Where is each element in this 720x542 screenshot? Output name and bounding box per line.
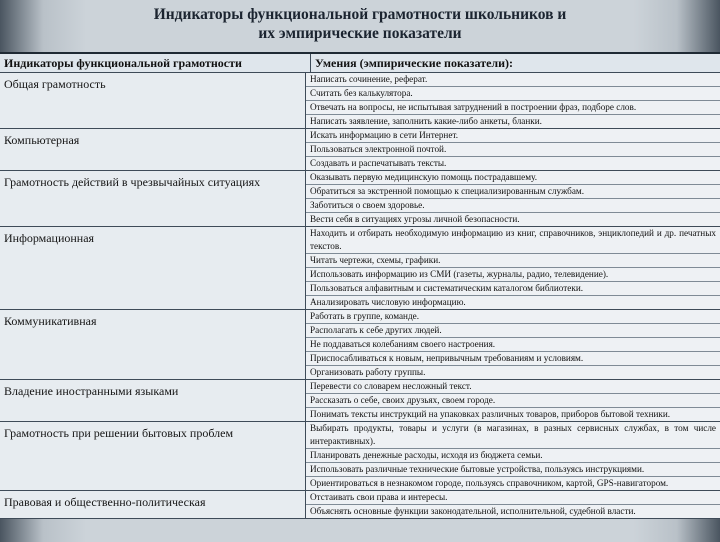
skill-item: Написать заявление, заполнить какие-либо анкеты, бланки. — [310, 116, 542, 126]
skill-item: Рассказать о себе, своих друзьях, своем городе. — [306, 394, 720, 408]
indicators-table — [0, 52, 720, 542]
skills-cell — [306, 491, 720, 518]
skill-item: Ориентироваться в незнакомом городе, пользуясь справочником, картой, GPS-навигатором. — [310, 478, 669, 488]
skill-item: Оказывать первую медицинскую помощь пострадавшему. — [306, 171, 720, 185]
indicator-cell: Коммуникативная — [0, 310, 306, 379]
skill-item: Работать в группе, команде. — [306, 310, 720, 324]
indicator-cell: Правовая и общественно-политическая — [0, 491, 306, 518]
title-area — [0, 0, 720, 48]
header-skills: Умения (эмпирические показатели): — [315, 56, 514, 70]
skill-item: Объяснять основные функции законодательной, исполнительной, судебной власти. — [310, 506, 636, 516]
page-title: Индикаторы функциональной грамотности школьников и их эмпирические показатели — [153, 6, 567, 42]
skill-item: Использовать информацию из СМИ (газеты, журналы, радио, телевидение). — [306, 268, 720, 282]
skill-item: Заботиться о своем здоровье. — [306, 199, 720, 213]
indicator-cell: Грамотность действий в чрезвычайных ситуациях — [0, 171, 306, 226]
table-row-information-literacy — [0, 227, 720, 310]
skill-item: Создавать и распечатывать тексты. — [310, 158, 447, 168]
skills-cell — [306, 310, 720, 379]
skill-item: Понимать тексты инструкций на упаковках различных товаров, приборов бытовой техники. — [310, 409, 671, 419]
skill-item: Перевести со словарем несложный текст. — [306, 380, 720, 394]
skill-item: Отстаивать свои права и интересы. — [306, 491, 720, 505]
table-row-foreign-languages — [0, 380, 720, 422]
skill-item: Приспосабливаться к новым, непривычным требованиям и условиям. — [306, 352, 720, 366]
skill-item: Обратиться за экстренной помощью к специализированным службам. — [306, 185, 720, 199]
skills-cell — [306, 73, 720, 128]
skill-item: Считать без калькулятора. — [306, 87, 720, 101]
skills-cell — [306, 422, 720, 490]
header-indicators: Индикаторы функциональной грамотности — [0, 54, 311, 72]
skill-item: Вести себя в ситуациях угрозы личной безопасности. — [310, 214, 520, 224]
table-row-computer-literacy — [0, 129, 720, 171]
skill-item: Искать информацию в сети Интернет. — [306, 129, 720, 143]
indicator-cell: Информационная — [0, 227, 306, 309]
table-row-general-literacy — [0, 73, 720, 129]
skill-item: Организовать работу группы. — [310, 367, 426, 377]
skills-cell — [306, 171, 720, 226]
skills-cell — [306, 129, 720, 170]
skill-item: Анализировать числовую информацию. — [310, 297, 466, 307]
indicator-cell: Общая грамотность — [0, 73, 306, 128]
indicator-cell: Компьютерная — [0, 129, 306, 170]
table-row-communicative — [0, 310, 720, 380]
skill-item: Отвечать на вопросы, не испытывая затруднений в построении фраз, подборе слов. — [306, 101, 720, 115]
skill-item: Читать чертежи, схемы, графики. — [306, 254, 720, 268]
skill-item: Пользоваться алфавитным и систематическим каталогом библиотеки. — [306, 282, 720, 296]
table-row-everyday-problems — [0, 422, 720, 491]
skill-item: Использовать различные технические бытовые устройства, пользуясь инструкциями. — [306, 463, 720, 477]
skills-cell — [306, 227, 720, 309]
table-header-row — [0, 54, 720, 73]
indicator-cell: Грамотность при решении бытовых проблем — [0, 422, 306, 490]
skills-cell — [306, 380, 720, 421]
skill-item: Выбирать продукты, товары и услуги (в магазинах, в разных сервисных службах, в том числе интерактивных). — [306, 422, 720, 449]
indicator-cell: Владение иностранными языками — [0, 380, 306, 421]
skill-item: Написать сочинение, реферат. — [306, 73, 720, 87]
skill-item: Планировать денежные расходы, исходя из бюджета семьи. — [306, 449, 720, 463]
skill-item: Располагать к себе других людей. — [306, 324, 720, 338]
skill-item: Пользоваться электронной почтой. — [306, 143, 720, 157]
skill-item: Находить и отбирать необходимую информацию из книг, справочников, энциклопедий и др. печатных текстов. — [306, 227, 720, 254]
table-row-emergency-literacy — [0, 171, 720, 227]
skill-item: Не поддаваться колебаниям своего настроения. — [306, 338, 720, 352]
table-row-legal-political — [0, 491, 720, 519]
